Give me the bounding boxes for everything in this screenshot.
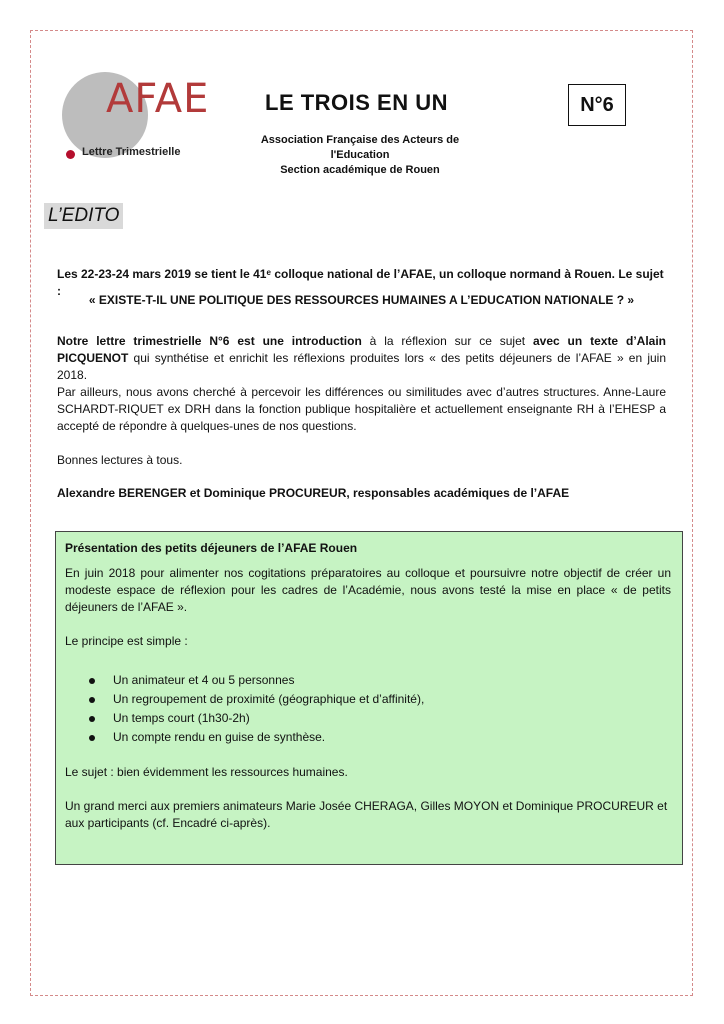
signature: Alexandre BERENGER et Dominique PROCUREUR, responsables académiques de l’AFAE — [57, 486, 570, 500]
box-title: Présentation des petits déjeuners de l’AFAE Rouen — [65, 541, 358, 555]
list-item — [65, 728, 671, 747]
colloquium-subject: « EXISTE-T-IL UNE POLITIQUE DES RESSOURCES HUMAINES A L’EDUCATION NATIONALE ? » — [88, 293, 635, 307]
list-item-text: Un regroupement de proximité (géographique et d’affinité), — [113, 692, 425, 706]
bullet-icon — [89, 678, 95, 684]
box-subject-line: Le sujet : bien évidemment les ressources humaines. — [65, 765, 348, 779]
box-principle: Le principe est simple : — [65, 634, 188, 648]
paragraph-intro-rest: qui synthétise et enrichit les réflexions produites lors « des petits déjeuners de l’AFAE » en juin 2018. — [57, 351, 666, 382]
list-item-text: Un temps court (1h30-2h) — [113, 711, 250, 725]
list-item — [65, 690, 671, 709]
intro-line: Les 22-23-24 mars 2019 se tient le 41ᵉ colloque national de l’AFAE, un colloque normand à Rouen. Le sujet : — [57, 267, 664, 298]
paragraph-intro-author: avec un texte d’Alain PICQUENOT — [57, 334, 666, 365]
paragraph-intro-bold: Notre lettre trimestrielle N°6 est une introduction — [57, 334, 362, 348]
bullet-icon — [89, 735, 95, 741]
paragraph-intro — [57, 333, 666, 384]
paragraph-intro-middle: à la réflexion sur ce sujet — [361, 334, 533, 348]
list-item — [65, 709, 671, 728]
association-line2: Section académique de Rouen — [280, 164, 440, 176]
association-line1: Association Française des Acteurs de l'Education — [260, 134, 460, 161]
list-item-text: Un compte rendu en guise de synthèse. — [113, 730, 326, 744]
bullet-icon — [89, 716, 95, 722]
paragraph-comparison: Par ailleurs, nous avons cherché à percevoir les différences ou similitudes avec d’autres structures. Anne-Laure SCHARDT-RIQUET ex DRH dans la fonction publique hospitalière et actuellement enseignante RH à l’EHESP a accepté de répondre à quelques-unes de nos questions. — [57, 385, 666, 433]
section-heading: L’EDITO — [44, 203, 123, 229]
logo-tagline: Lettre Trimestrielle — [82, 146, 181, 158]
closing-line: Bonnes lectures à tous. — [57, 453, 183, 467]
box-paragraph: En juin 2018 pour alimenter nos cogitations préparatoires au colloque et poursuivre notre objectif de créer un modeste espace de réflexion pour les cadres de l’Académie, nous avons testé la mise en place « de petits déjeuners de l’AFAE ». — [65, 566, 671, 614]
bullet-icon — [89, 697, 95, 703]
box-thanks: Un grand merci aux premiers animateurs Marie Josée CHERAGA, Gilles MOYON et Dominique PROCUREUR et aux participants (cf. Encadré ci-après). — [65, 799, 668, 830]
list-item — [65, 671, 671, 690]
issue-number: N°6 — [568, 84, 626, 126]
list-item-text: Un animateur et 4 ou 5 personnes — [113, 673, 295, 687]
box-bullet-list — [65, 671, 671, 747]
box-content — [65, 540, 671, 832]
logo-dot-icon — [66, 150, 75, 159]
breakfast-info-box — [55, 531, 683, 865]
newsletter-title: LE TROIS EN UN — [265, 90, 449, 115]
logo-text: AFAE — [106, 76, 210, 122]
association-name — [230, 133, 490, 178]
afae-logo — [62, 72, 222, 172]
